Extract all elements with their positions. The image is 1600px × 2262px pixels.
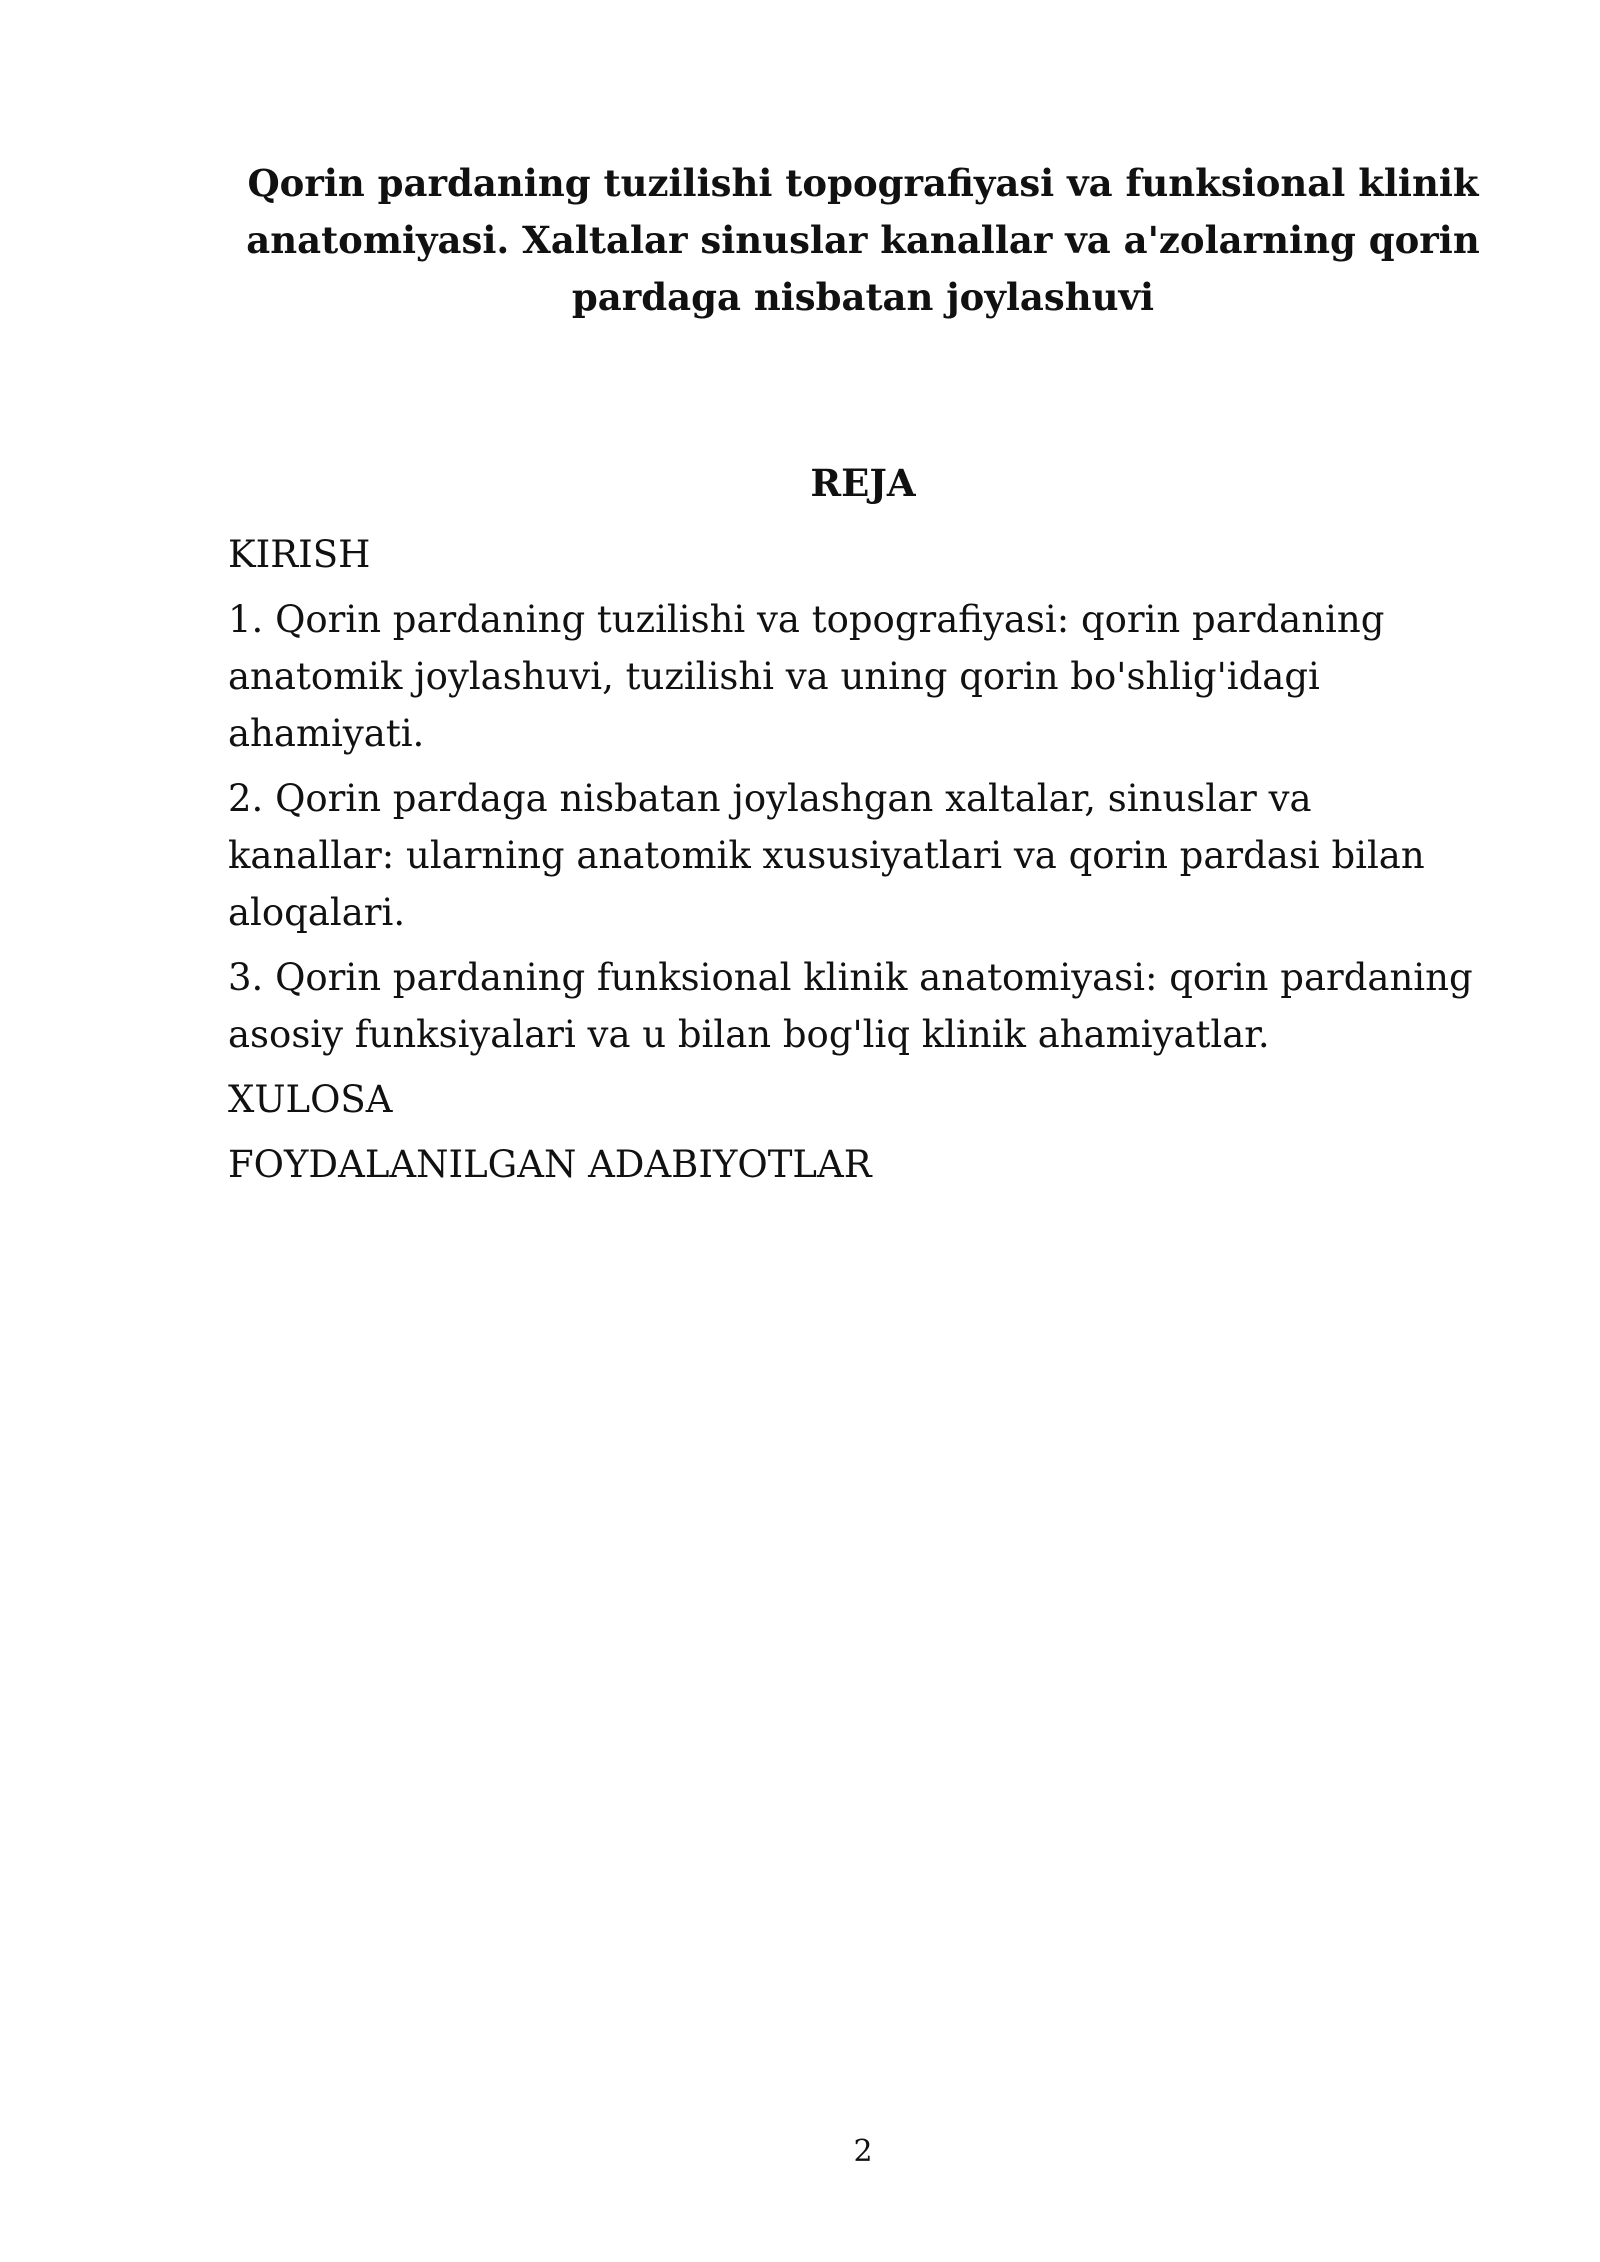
page-number: 2 [853, 2134, 873, 2169]
plan-item-references: FOYDALANILGAN ADABIYOTLAR [228, 1143, 872, 1186]
plan-list [228, 526, 1478, 1201]
document-title: Qorin pardaning tuzilishi topografiyasi va funksional klinik anatomiyasi. Xaltalar sinuslar kanallar va a'zolarning qorin pardaga nisbatan joylashuvi [246, 161, 1480, 319]
plan-item-1: 1. Qorin pardaning tuzilishi va topografiyasi: qorin pardaning anatomik joylashuvi, tuzilishi va uning qorin bo'shlig'idagi ahamiyati. [228, 598, 1385, 755]
plan-heading: REJA [810, 461, 916, 505]
plan-item-conclusion: XULOSA [228, 1078, 393, 1121]
plan-item-2: 2. Qorin pardaga nisbatan joylashgan xaltalar, sinuslar va kanallar: ularning anatomik xususiyatlari va qorin pardasi bilan aloqalari. [228, 777, 1425, 934]
plan-item-3: 3. Qorin pardaning funksional klinik anatomiyasi: qorin pardaning asosiy funksiyalari va u bilan bog'liq klinik ahamiyatlar. [228, 956, 1473, 1056]
plan-item-intro: KIRISH [228, 533, 371, 576]
